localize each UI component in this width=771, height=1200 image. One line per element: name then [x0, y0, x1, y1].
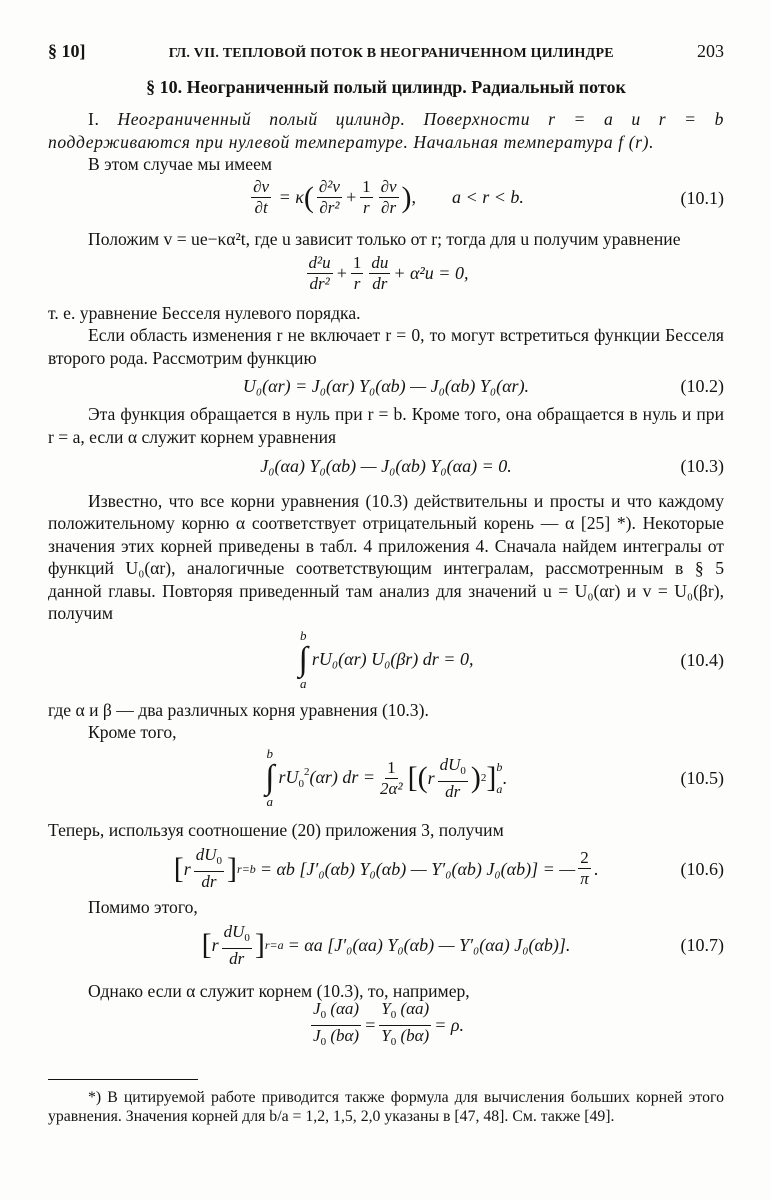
eq-number-10-5: (10.5)	[680, 768, 724, 789]
section-title: § 10. Неограниченный полый цилиндр. Радиальный поток	[146, 77, 626, 97]
equation-10-6: [ r $\frac{dU_0}{dr}$ ] r=b = αb [J′₀(αb) Y₀(αb) — Y′₀(αb) J₀(αb)] = — $\frac{2}{\pi}$ . (10.6)	[173, 845, 724, 892]
equation-10-4: b ∫ a rU₀(αr) U₀(βr) dr = 0, (10.4)	[298, 627, 724, 691]
paragraph-9: Теперь, используя соотношение (20) приложения 3, получим	[48, 820, 504, 841]
equation-10-7: [ r $\frac{dU_0}{dr}$ ] r=a = αa [J′₀(αa) Y₀(αb) — Y′₀(αa) J₀(αb)]. (10.7)	[201, 921, 724, 968]
footnote: *) В цитируемой работе приводится также формула для вычисления больших корней этого уравнения. Значения корней для b/a = 1,2, 1,5, 2,0 указаны в [47, 48]. См. также [49].	[48, 1088, 724, 1125]
eq-number-10-7: (10.7)	[680, 934, 724, 955]
book-page	[48, 40, 724, 1126]
eq-10-1-condition: a < r < b.	[452, 187, 524, 208]
eq-10-4-body: rU₀(αr) U₀(βr) dr = 0,	[311, 649, 474, 670]
problem-text: Неограниченный полый цилиндр. Поверхности r = a и r = b поддерживаются при нулевой температуре. Начальная температура f (r).	[48, 109, 724, 152]
equation-10-2	[48, 369, 724, 403]
paragraph-7: где α и β — два различных корня уравнения (10.3).	[48, 699, 429, 720]
paragraph-1: В этом случае мы имеем	[88, 154, 273, 175]
paragraph-4: Если область изменения r не включает r = 0, то могут встретиться функции Бесселя второго рода. Рассмотрим функцию	[48, 325, 724, 368]
footnote-rule	[48, 1079, 198, 1080]
eq-number-10-4: (10.4)	[680, 649, 724, 670]
eq-10-3-body: J₀(αa) Y₀(αb) — J₀(αb) Y₀(αa) = 0.	[260, 455, 512, 476]
eq-10-6-body: = αb [J′₀(αb) Y₀(αb) — Y′₀(αb) J₀(αb)] = —	[259, 858, 576, 879]
eq-number-10-1: (10.1)	[680, 187, 724, 208]
equation-ratio: $\frac{J_0 (\alpha a)}{J_0 (b\alpha)}$ = $\frac{Y_0 (\alpha a)}{Y_0 (b\alpha)}$ = ρ.	[313, 999, 464, 1049]
header-section-ref: § 10]	[48, 41, 86, 61]
eq-number-10-3: (10.3)	[680, 455, 724, 476]
problem-number: I.	[88, 109, 100, 130]
eq-number-10-2: (10.2)	[680, 376, 724, 397]
paragraph-3: т. е. уравнение Бесселя нулевого порядка.	[48, 303, 361, 324]
page-number: 203	[697, 41, 724, 61]
running-header	[48, 40, 724, 64]
equation-10-1: $\frac{\partial v}{\partial t}$ = κ ( $\frac{\text{∂²v}}{\text{∂r²}}$ + $\frac{1}{r}$ $\frac{\partial v}{\partial r}$ ) , a < r < b. (10.1)	[253, 177, 724, 218]
header-chapter-title: ГЛ. VII. ТЕПЛОВОЙ ПОТОК В НЕОГРАНИЧЕННОМ ЦИЛИНДРЕ	[168, 46, 614, 61]
problem-statement	[48, 108, 724, 153]
equation-10-3	[48, 448, 724, 484]
eq-10-7-body: = αa [J′₀(αa) Y₀(αb) — Y′₀(αa) J₀(αb)].	[287, 934, 571, 955]
paragraph-11: Однако если α служит корнем (10.3), то, например,	[88, 981, 470, 1002]
paragraph-5: Эта функция обращается в нуль при r = b. Кроме того, она обращается в нуль и при r = a, если α служит корнем уравнения	[48, 404, 724, 447]
paragraph-10: Помимо этого,	[88, 896, 198, 917]
equation-bessel: $\frac{\text{d²u}}{\text{dr²}}$ + $\frac{1}{r}$ $\frac{du}{dr}$ + α²u = 0,	[308, 252, 469, 293]
paragraph-6: Известно, что все корни уравнения (10.3) действительны и просты и что каждому положительному корню α соответствует отрицательный корень — α [25] *). Некоторые значения этих корней приведены в табл. 4 приложения 4. Сначала найдем интегралы от функций U₀(αr), аналогичные соответствующим интегралам, рассмотренным в § 5 данной главы. Повторяя приведенный там анализ для значений u = U₀(αr) и v = U₀(βr), получим	[48, 491, 724, 624]
paragraph-2: Положим v = ue−κα²t, где u зависит только от r; тогда для u получим уравнение	[88, 228, 681, 249]
eq-number-10-6: (10.6)	[680, 858, 724, 879]
eq-10-2-body: U₀(αr) = J₀(αr) Y₀(αb) — J₀(αb) Y₀(αr).	[242, 376, 530, 397]
equation-10-5: b ∫ a $rU_0^2(\alpha r)$ dr = $\frac{1}{\text{2α²}}$ [ ( r $\frac{dU_0}{dr}$ ) 2 ] b a . (10.5)	[265, 746, 724, 810]
paragraph-8: Кроме того,	[88, 721, 177, 742]
